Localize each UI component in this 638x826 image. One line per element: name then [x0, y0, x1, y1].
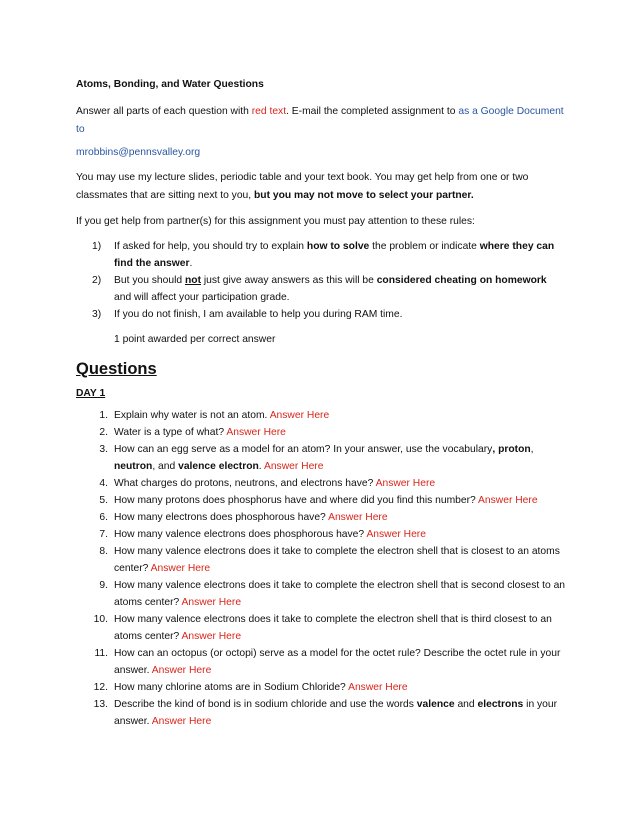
rule-text: the problem or indicate — [369, 241, 480, 252]
question-number: 3. — [99, 444, 108, 455]
rule-text: . — [189, 258, 193, 269]
answer-field[interactable]: Answer Here — [226, 427, 286, 438]
rule-number: 2) — [92, 275, 102, 286]
points-note: 1 point awarded per correct answer — [114, 334, 276, 345]
question-number: 1. — [99, 410, 108, 421]
question-number: 13. — [93, 699, 108, 710]
question-text: Describe the kind of bond is in sodium chloride and use the words — [114, 699, 417, 710]
question-number: 9. — [99, 580, 108, 591]
answer-field[interactable]: Answer Here — [328, 512, 388, 523]
rule-text: But you should — [114, 275, 185, 286]
rule-text: If you do not finish, I am available to help you during RAM time. — [114, 309, 403, 320]
question-number: 2. — [99, 427, 108, 438]
rule-bold: how to solve — [306, 241, 370, 252]
instructions-paragraph-1 — [76, 103, 566, 139]
question-text: Water is a type of what? — [114, 427, 227, 438]
instructions-paragraph-3: If you get help from partner(s) for this assignment you must pay attention to these rules: — [76, 216, 475, 227]
document-page — [76, 76, 566, 730]
question-item — [76, 611, 566, 645]
question-number: 4. — [99, 478, 108, 489]
rule-item — [76, 306, 566, 323]
email-address[interactable]: mrobbins@pennsvalley.org — [76, 147, 201, 158]
question-text: , — [530, 444, 534, 455]
answer-field[interactable]: Answer Here — [269, 410, 330, 421]
question-item — [76, 441, 566, 475]
question-item — [76, 475, 566, 492]
question-number: 10. — [93, 614, 108, 625]
question-text: How can an octopus (or octopi) serve as a model for the octet rule? Describe the octet rule in your answer. — [114, 648, 561, 676]
question-number: 5. — [99, 495, 108, 506]
question-number: 12. — [93, 682, 108, 693]
question-text: How many valence electrons does it take to complete the electron shell that is third closest to an atoms center? — [114, 614, 552, 642]
question-keyword: , proton — [492, 444, 531, 455]
rule-bold: where they can find the answer — [114, 241, 555, 269]
question-item — [76, 509, 566, 526]
answer-field[interactable]: Answer Here — [478, 495, 538, 506]
question-text: How many valence electrons does it take to complete the electron shell that is second closest to an atoms center? — [114, 580, 566, 608]
question-item — [76, 407, 566, 424]
answer-field[interactable]: Answer Here — [366, 529, 426, 540]
question-keyword: valence electron — [178, 461, 259, 472]
question-item — [76, 526, 566, 543]
rule-item — [76, 238, 566, 272]
question-keyword: electrons — [477, 699, 524, 710]
question-text: How many valence electrons does phosphorous have? — [114, 529, 367, 540]
question-text: How many protons does phosphorus have and where did you find this number? — [114, 495, 479, 506]
question-item — [76, 424, 566, 441]
question-text: How many valence electrons does it take to complete the electron shell that is closest to an atoms center? — [114, 546, 560, 574]
document-title: Atoms, Bonding, and Water Questions — [76, 79, 264, 90]
question-number: 7. — [99, 529, 108, 540]
question-text: How many electrons does phosphorous have? — [114, 512, 329, 523]
day-label: DAY 1 — [76, 388, 106, 399]
question-text: and — [454, 699, 478, 710]
answer-field[interactable]: Answer Here — [150, 563, 211, 574]
rule-number: 1) — [92, 241, 102, 252]
question-item — [76, 577, 566, 611]
question-text: How many chlorine atoms are in Sodium Chloride? — [114, 682, 349, 693]
question-number: 6. — [99, 512, 108, 523]
question-text: in your answer. — [114, 699, 558, 727]
question-text: Explain why water is not an atom. — [114, 410, 270, 421]
answer-field[interactable]: Answer Here — [181, 631, 242, 642]
question-text: How can an egg serve as a model for an atom? In your answer, use the vocabulary — [114, 444, 493, 455]
google-doc-phrase: as a Google Document to — [76, 106, 564, 135]
instructions-text: You may use my lecture slides, periodic table and your text book. You may get help from one or two classmates that are sitting next to you, — [76, 172, 529, 201]
instructions-text: . E-mail the completed assignment to — [286, 106, 459, 117]
question-number: 8. — [99, 546, 108, 557]
answer-field[interactable]: Answer Here — [151, 716, 212, 727]
question-text: What charges do protons, neutrons, and electrons have? — [114, 478, 376, 489]
rule-text: and will affect your participation grade. — [114, 292, 290, 303]
red-text-phrase: red text — [251, 106, 287, 117]
question-item — [76, 543, 566, 577]
question-text: . — [258, 461, 264, 472]
instructions-paragraph-2 — [76, 169, 566, 205]
questions-list — [76, 407, 566, 730]
answer-field[interactable]: Answer Here — [375, 478, 436, 489]
answer-field[interactable]: Answer Here — [263, 461, 324, 472]
question-number: 11. — [94, 648, 108, 659]
rule-bold: considered cheating on homework — [376, 275, 547, 286]
question-item — [76, 696, 566, 730]
question-item — [76, 492, 566, 509]
rule-text: If asked for help, you should try to explain — [114, 241, 307, 252]
question-item — [76, 645, 566, 679]
answer-field[interactable]: Answer Here — [348, 682, 408, 693]
questions-heading: Questions — [76, 360, 157, 378]
rule-bold: not — [184, 275, 201, 286]
question-keyword: neutron — [114, 461, 153, 472]
rule-item — [76, 272, 566, 306]
rule-number: 3) — [92, 309, 102, 320]
partner-warning: but you may not move to select your partner. — [254, 190, 474, 201]
answer-field[interactable]: Answer Here — [181, 597, 242, 608]
question-text: , and — [152, 461, 179, 472]
rule-text: just give away answers as this will be — [201, 275, 377, 286]
answer-field[interactable]: Answer Here — [151, 665, 212, 676]
rules-list — [76, 238, 566, 323]
instructions-text: Answer all parts of each question with — [76, 106, 252, 117]
question-keyword: valence — [416, 699, 455, 710]
question-item — [76, 679, 566, 696]
